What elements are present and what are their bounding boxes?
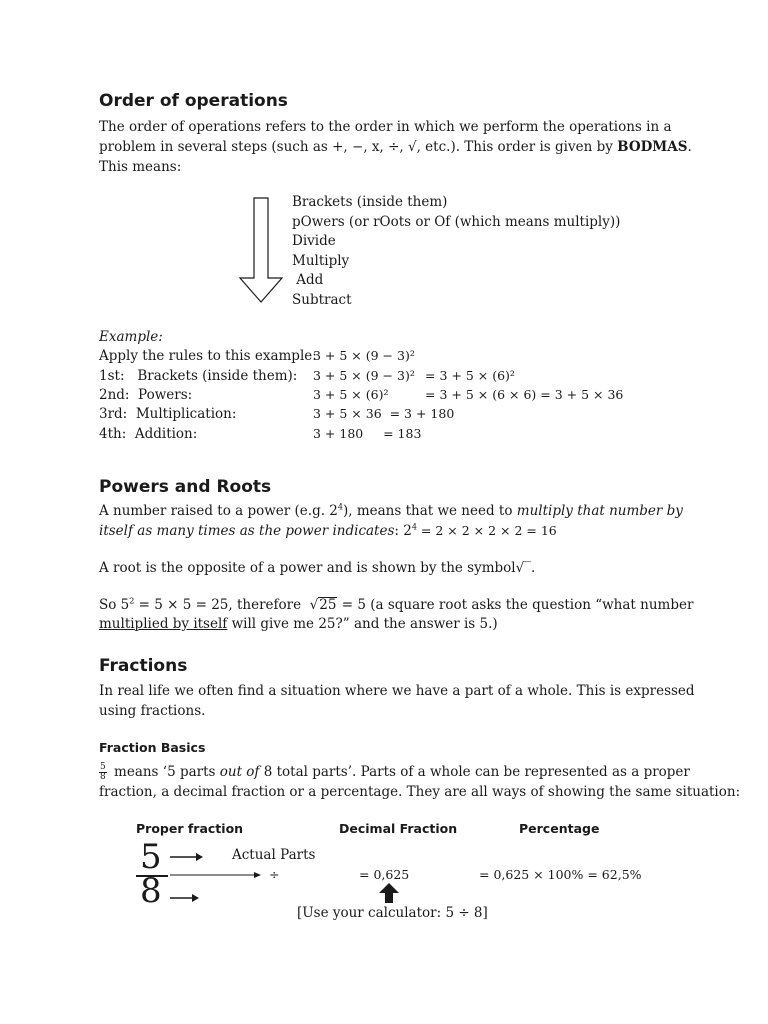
example-row-expr: 3 + 5 × (9 − 3)² bbox=[313, 348, 415, 363]
example-row-label: Apply the rules to this example: bbox=[99, 348, 317, 364]
root-text: = 5 × 5 = 25, therefore √ bbox=[134, 597, 319, 613]
denominator: 8 bbox=[100, 772, 106, 782]
powers-italic: multiply that number by bbox=[516, 503, 683, 519]
order-intro-text: problem in several steps (such as +, −, x, ÷, √, etc.). This order is given by bbox=[99, 139, 618, 155]
example-row-label: 2nd: Powers: bbox=[99, 387, 193, 403]
decimal-value: = 0,625 bbox=[359, 867, 410, 882]
bodmas-item-add: Add bbox=[292, 272, 324, 288]
right-arrow-icon bbox=[170, 850, 204, 864]
calculator-note: [Use your calculator: 5 ÷ 8] bbox=[297, 905, 488, 921]
powers-line1 bbox=[99, 501, 683, 521]
powers-text: A number raised to a power (e.g. 2 bbox=[99, 503, 338, 519]
example-label: Example: bbox=[99, 329, 163, 345]
fraction-basics-line1 bbox=[99, 762, 690, 782]
root-text: will give me 25?” and the answer is 5.) bbox=[227, 616, 498, 632]
order-intro-line3: This means: bbox=[99, 159, 182, 175]
powers-heading: Powers and Roots bbox=[99, 477, 272, 497]
example-row-result: = 3 + 5 × (6 × 6) = 3 + 5 × 36 bbox=[425, 387, 624, 402]
example-row-label: 4th: Addition: bbox=[99, 426, 198, 442]
exponent: 4 bbox=[411, 522, 417, 532]
example-row-result: = 3 + 5 × (6)² bbox=[425, 368, 515, 383]
basics-text: means ‘5 parts bbox=[109, 764, 220, 780]
fractions-heading: Fractions bbox=[99, 656, 188, 676]
exponent: 2 bbox=[129, 596, 135, 606]
bodmas-item-powers: pOwers (or rOots or Of (which means multiply)) bbox=[292, 214, 621, 230]
numerator: 5 bbox=[100, 762, 106, 772]
root-text: So 5 bbox=[99, 597, 130, 613]
order-intro-line2 bbox=[99, 137, 692, 157]
bodmas-item-divide: Divide bbox=[292, 233, 336, 249]
order-intro-line1: The order of operations refers to the order in which we perform the operations in a bbox=[99, 119, 672, 135]
col-percentage: Percentage bbox=[519, 821, 600, 836]
fractions-intro-line1: In real life we often find a situation where we have a part of a whole. This is expressed bbox=[99, 683, 695, 699]
down-arrow-icon bbox=[238, 196, 286, 306]
powers-text: ), means that we need to bbox=[342, 503, 517, 519]
bodmas-term: BODMAS bbox=[617, 139, 688, 155]
example-row-expr: 3 + 5 × 36 = 3 + 180 bbox=[313, 406, 455, 421]
bodmas-item-brackets: Brackets (inside them) bbox=[292, 194, 448, 210]
root-text: = 5 (a square root asks the question “what number bbox=[337, 597, 694, 613]
order-intro-period: . bbox=[687, 139, 692, 155]
long-right-arrow-icon bbox=[170, 868, 262, 882]
fraction-basics-heading: Fraction Basics bbox=[99, 740, 206, 755]
example-row-label: 1st: Brackets (inside them): bbox=[99, 368, 298, 384]
fraction-basics-line2: fraction, a decimal fraction or a percentage. They are all ways of showing the same situation: bbox=[99, 784, 741, 800]
right-arrow-icon bbox=[170, 891, 200, 905]
powers-text: : 2 bbox=[394, 523, 412, 539]
powers-italic: itself as many times as the power indicates bbox=[99, 523, 395, 539]
example-row-expr: 3 + 5 × (6)² bbox=[313, 387, 389, 402]
root-example-line2 bbox=[99, 614, 498, 634]
basics-italic: out of bbox=[219, 764, 260, 780]
big-denominator: 8 bbox=[140, 871, 162, 911]
powers-line2 bbox=[99, 521, 557, 541]
powers-equation: = 2 × 2 × 2 × 2 = 16 bbox=[416, 523, 557, 538]
basics-text: 8 total parts’. Parts of a whole can be represented as a proper bbox=[259, 764, 690, 780]
example-row-expr: 3 + 180 = 183 bbox=[313, 426, 422, 441]
example-row-expr: 3 + 5 × (9 − 3)² bbox=[313, 368, 415, 383]
bodmas-item-subtract: Subtract bbox=[292, 292, 352, 308]
big-numerator: 5 bbox=[140, 837, 162, 877]
bodmas-item-multiply: Multiply bbox=[292, 253, 350, 269]
up-arrow-icon bbox=[378, 882, 400, 904]
divide-sign: ÷ bbox=[269, 867, 280, 882]
radicand: 25 bbox=[319, 597, 337, 613]
col-decimal-fraction: Decimal Fraction bbox=[339, 821, 458, 836]
order-heading: Order of operations bbox=[99, 91, 288, 111]
example-row-label: 3rd: Multiplication: bbox=[99, 406, 237, 422]
exponent: 4 bbox=[337, 502, 343, 512]
fractions-intro-line2: using fractions. bbox=[99, 703, 206, 719]
root-example-line1 bbox=[99, 595, 693, 615]
percent-value: = 0,625 × 100% = 62,5% bbox=[479, 867, 642, 882]
root-definition: A root is the opposite of a power and is shown by the symbol√‾. bbox=[99, 560, 536, 576]
actual-parts-label: Actual Parts bbox=[232, 847, 316, 863]
five-eighths-fraction bbox=[99, 763, 107, 782]
col-proper-fraction: Proper fraction bbox=[136, 821, 244, 836]
underlined-phrase: multiplied by itself bbox=[99, 616, 228, 632]
